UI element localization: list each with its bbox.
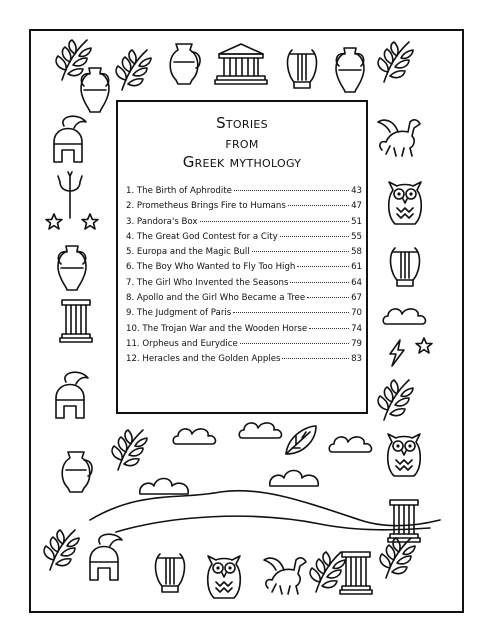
toc-leader (200, 221, 350, 222)
toc-entry-page: 83 (351, 354, 362, 365)
owl-icon (208, 556, 241, 598)
toc-list (126, 186, 362, 370)
toc-entry-title: 11. Orpheus and Eurydice (126, 338, 238, 349)
toc-entry-page: 79 (351, 338, 362, 349)
bush-icon (140, 479, 188, 495)
toc-entry-page: 58 (351, 247, 362, 258)
helmet-icon (56, 372, 88, 418)
toc-entry-title: 3. Pandora's Box (126, 216, 198, 227)
lightning-icon (390, 340, 404, 366)
hills-icon (90, 491, 440, 526)
amphora-icon (58, 246, 86, 290)
toc-entry-page: 51 (351, 216, 362, 227)
trident-icon (58, 172, 82, 218)
leaf-icon (286, 426, 316, 454)
laurel-icon (112, 430, 147, 470)
toc-entry[interactable] (126, 308, 362, 323)
cloud-icon (173, 429, 215, 444)
toc-entry[interactable] (126, 247, 362, 262)
toc-entry-title: 6. The Boy Who Wanted to Fly Too High (126, 262, 296, 273)
toc-entry[interactable] (126, 232, 362, 247)
toc-entry-page: 55 (351, 231, 362, 242)
toc-leader (297, 266, 349, 267)
toc-entry-title: 4. The Great God Contest for a City (126, 231, 278, 242)
toc-entry[interactable] (126, 201, 362, 216)
toc-entry-title: 10. The Trojan War and the Wooden Horse (126, 323, 308, 334)
toc-entry[interactable] (126, 324, 362, 339)
toc-leader (234, 190, 349, 191)
toc-entry-title: 9. The Judgment of Paris (126, 308, 232, 319)
toc-leader (290, 282, 349, 283)
toc-leader (307, 297, 349, 298)
toc-entry-title: 7. The Girl Who Invented the Seasons (126, 277, 289, 288)
helmet-icon (90, 534, 122, 580)
toc-entry-title: 12. Heracles and the Golden Apples (126, 354, 281, 365)
star-icon (46, 214, 62, 229)
toc-leader (252, 251, 349, 252)
owl-icon (388, 434, 421, 476)
toc-entry-page: 43 (351, 186, 362, 196)
laurel-icon (380, 538, 415, 578)
column-icon (60, 300, 92, 342)
toc-entry[interactable] (126, 186, 362, 201)
toc-entry-page: 70 (351, 308, 362, 319)
toc-entry-title: 8. Apollo and the Girl Who Became a Tree (126, 293, 306, 304)
toc-entry[interactable] (126, 293, 362, 308)
toc-entry-page: 67 (351, 293, 362, 304)
cloud-icon (239, 423, 281, 438)
lyre-icon (288, 50, 317, 88)
toc-entry[interactable] (126, 278, 362, 293)
laurel-icon (378, 42, 413, 82)
toc-entry[interactable] (126, 217, 362, 232)
bush-icon (270, 471, 318, 487)
toc-leader (233, 312, 349, 313)
star-icon (82, 214, 98, 229)
toc-entry-title: 2. Prometheus Brings Fire to Humans (126, 201, 286, 212)
laurel-icon (116, 50, 151, 90)
vase-icon (62, 452, 92, 492)
toc-leader (240, 343, 349, 344)
helmet-icon (54, 116, 86, 162)
toc-entry-page: 61 (351, 262, 362, 273)
toc-entry-page: 64 (351, 277, 362, 288)
owl-icon (389, 182, 422, 224)
title-line: Greek mythology (182, 153, 302, 171)
toc-entry[interactable] (126, 339, 362, 354)
toc-entry-page: 47 (351, 201, 362, 212)
cloud-icon (383, 309, 425, 324)
column-icon (340, 552, 372, 594)
toc-entry[interactable] (126, 262, 362, 277)
star-icon (416, 338, 432, 353)
toc-leader (309, 328, 349, 329)
laurel-icon (44, 530, 79, 570)
pegasus-icon (264, 558, 306, 594)
laurel-icon (310, 552, 345, 592)
toc-leader (282, 358, 349, 359)
column-icon (388, 500, 420, 542)
temple-icon (215, 44, 267, 84)
amphora-icon (336, 48, 364, 92)
table-of-contents-panel (116, 100, 368, 414)
title-line: Stories (216, 114, 268, 132)
amphora-icon (81, 68, 109, 112)
toc-entry-page: 74 (351, 323, 362, 334)
lyre-icon (156, 554, 185, 592)
laurel-icon (378, 380, 413, 420)
toc-leader (280, 236, 349, 237)
pegasus-icon (378, 120, 420, 156)
toc-leader (288, 205, 349, 206)
book-title (118, 114, 366, 173)
title-line: from (225, 133, 259, 152)
lyre-icon (391, 248, 420, 286)
vase-icon (170, 44, 200, 84)
toc-entry[interactable] (126, 354, 362, 369)
toc-entry-title: 1. The Birth of Aphrodite (126, 186, 232, 196)
toc-entry-title: 5. Europa and the Magic Bull (126, 247, 250, 258)
cloud-icon (329, 437, 371, 452)
